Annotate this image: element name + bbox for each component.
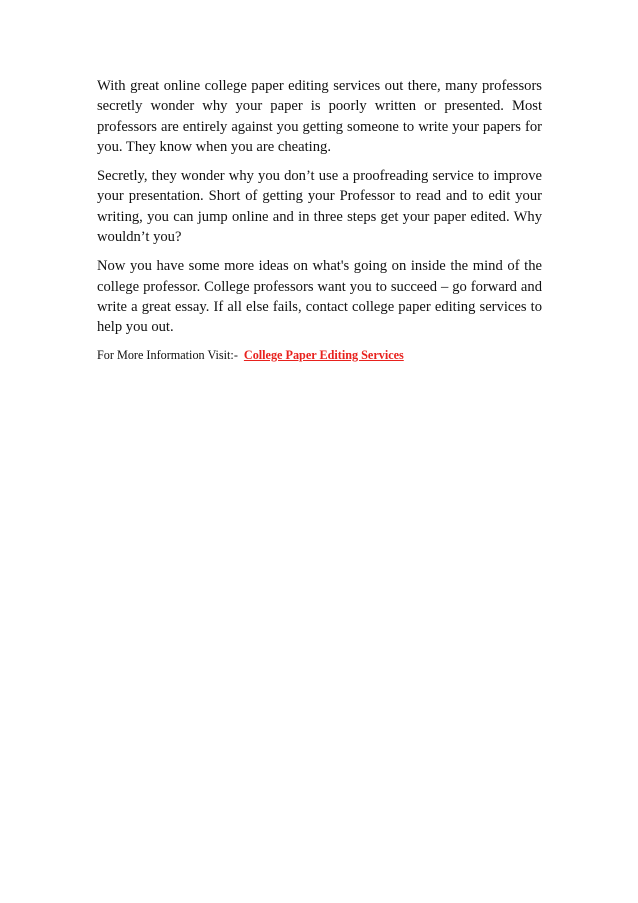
- footer-info-line: [97, 347, 542, 363]
- college-paper-editing-link[interactable]: College Paper Editing Services: [243, 347, 404, 362]
- paragraph-1: With great online college paper editing services out there, many professors secretly wonder why your paper is poorly written or presented. Most professors are entirely against you getting someone to write your papers for you. They know when you are cheating.: [97, 78, 542, 155]
- document-body: [97, 76, 542, 363]
- paragraph-2: Secretly, they wonder why you don’t use a proofreading service to improve your presentation. Short of getting your Professor to read and to edit your writing, you can jump online and in three steps get your paper edited. Why wouldn’t you?: [97, 168, 542, 246]
- paragraph-3: Now you have some more ideas on what's going on inside the mind of the college professor. College professors want you to succeed – go forward and write a great essay. If all else fails, contact college paper editing services to help you out.: [97, 258, 542, 336]
- footer-prefix: For More Information Visit:-: [97, 347, 238, 362]
